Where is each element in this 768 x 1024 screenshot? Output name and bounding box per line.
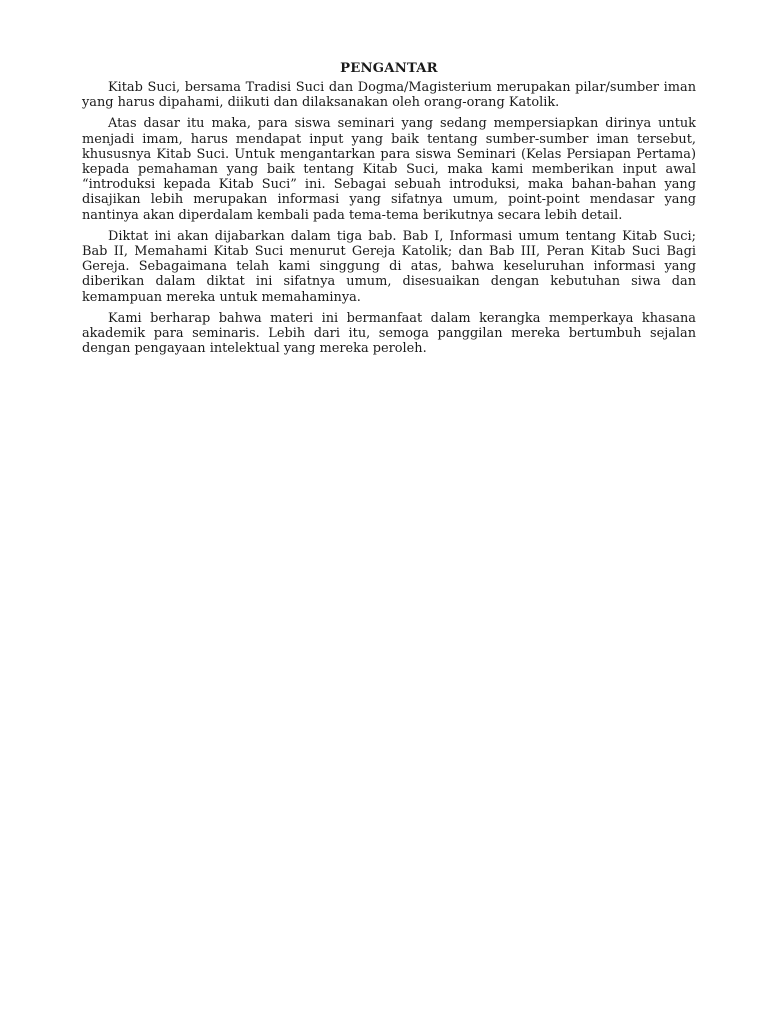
document-page [82,59,696,362]
paragraph-purpose: Atas dasar itu maka, para siswa seminari yang sedang mempersiapkan dirinya untuk menjadi imam, harus mendapat input yang baik tentang sumber-sumber iman tersebut, khususnya Kitab Suci. Untuk mengantarkan para siswa Seminari (Kelas Persiapan Pertama) kepada pemahaman yang baik tentang Kitab Suci, maka kami memberikan input awal “introduksi kepada Kitab Suci” ini. Sebagai sebuah introduksi, maka bahan-bahan yang disajikan lebih merupakan informasi yang sifatnya umum, point-point mendasar yang nantinya akan diperdalam kembali pada tema-tema berikutnya secara lebih detail. [82,116,696,223]
document-title: PENGANTAR [340,61,438,76]
paragraph-closing: Kami berharap bahwa materi ini bermanfaat dalam kerangka memperkaya khasana akademik para seminaris. Lebih dari itu, semoga panggilan mereka bertumbuh sejalan dengan pengayaan intelektual yang mereka peroleh. [82,310,696,357]
paragraph-structure: Diktat ini akan dijabarkan dalam tiga bab. Bab I, Informasi umum tentang Kitab Suci; Bab II, Memahami Kitab Suci menurut Gereja Katolik; dan Bab III, Peran Kitab Suci Bagi Gereja. Sebagaimana telah kami singgung di atas, bahwa keseluruhan informasi yang diberikan dalam diktat ini sifatnya umum, disesuaikan dengan kebutuhan siwa dan kemampuan mereka untuk memahaminya. [82,228,696,305]
paragraph-intro: Kitab Suci, bersama Tradisi Suci dan Dogma/Magisterium merupakan pilar/sumber iman yang harus dipahami, diikuti dan dilaksanakan oleh orang-orang Katolik. [82,80,696,111]
